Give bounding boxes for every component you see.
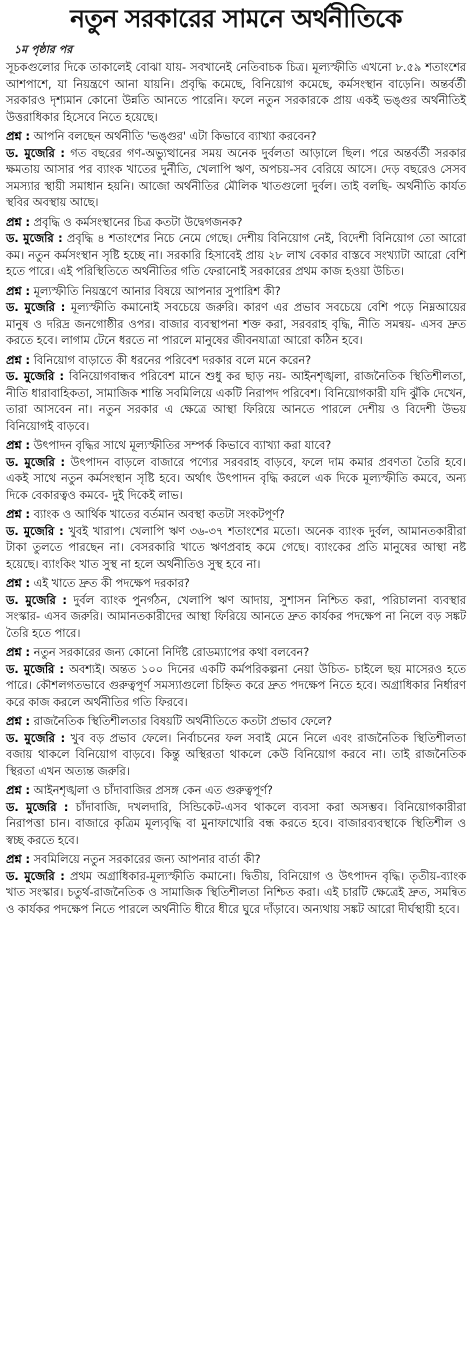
answer-speaker-label: ড. মুজেরি : xyxy=(6,146,65,160)
interview-answer xyxy=(6,800,466,850)
question-text: নতুন সরকারের জন্য কোনো নির্দিষ্ট রোডম্যাপের কথা বলবেন? xyxy=(33,646,310,659)
question-text: মূল্যস্ফীতি নিয়ন্ত্রণে আনার বিষয়ে আপনার সুপারিশ কী? xyxy=(33,284,281,298)
interview-question xyxy=(6,576,466,593)
question-label: প্রশ্ন : xyxy=(6,646,30,659)
answer-text: চাঁদাবাজি, দখলদারি, সিন্ডিকেট-এসব থাকলে ব্যবসা করা অসম্ভব। বিনিয়োগকারীরা নিরাপত্তা চান। বাজারে কৃত্রিম মূল্যবৃদ্ধি বা মুনাফাখোরি বন্ধ করতে হবে। বাজারব্যবস্থাকে স্থিতিশীল ও স্বচ্ছ করতে হবে। xyxy=(6,800,467,847)
interview-question xyxy=(6,783,466,800)
question-label: প্রশ্ন : xyxy=(6,853,30,866)
interview-question xyxy=(6,129,466,146)
answer-speaker-label: ড. মুজেরি : xyxy=(6,662,65,676)
answer-text: বিনিয়োগবান্ধব পরিবেশ মানে শুধু কর ছাড় নয়- আইনশৃঙ্খলা, রাজনৈতিক স্থিতিশীলতা, নীতি ধারাবাহিকতা, সামাজিক শান্তি সবমিলিয়ে একটি নিরাপদ পরিবেশ। বিনিয়োগকারী যদি ঝুঁকি দেখেন, তারা আসবেন না। নতুন সরকার এ ক্ষেত্রে আস্থা ফিরিয়ে আনতে পারলে দেশীয় ও বিদেশী উভয় বিনিয়োগই বাড়বে। xyxy=(6,370,467,433)
answer-text: প্রথম অগ্রাধিকার-মূল্যস্ফীতি কমানো। দ্বিতীয়, বিনিয়োগ ও উৎপাদন বৃদ্ধি। তৃতীয়-ব্যাংক খাত সংস্কার। চতুর্থ-রাজনৈতিক ও সামাজিক স্থিতিশীলতা নিশ্চিত করা। এই চারটি ক্ষেত্রেই দ্রুত, সমন্বিত ও কার্যকর পদক্ষেপ নিতে পারলে অর্থনীতি ধীরে ধীরে ঘুরে দাঁড়াবে। অন্যথায় সঙ্কট আরো দীর্ঘস্থায়ী হবে। xyxy=(6,869,466,916)
question-text: রাজনৈতিক স্থিতিশীলতার বিষয়টি অর্থনীতিতে কতটা প্রভাব ফেলে? xyxy=(33,715,333,728)
answer-speaker-label: ড. মুজেরি : xyxy=(6,524,64,538)
answer-speaker-label: ড. মুজেরি : xyxy=(6,232,63,245)
answer-speaker-label: ড. মুজেরি : xyxy=(6,301,66,314)
answer-text: দুর্বল ব্যাংক পুনর্গঠন, খেলাপি ঋণ আদায়, সুশাসন নিশ্চিত করা, পরিচালনা ব্যবস্থার সংস্কার- এসব জরুরি। আমানতকারীদের আস্থা ফিরিয়ে আনতে দ্রুত কার্যকর পদক্ষেপ না নিলে বড় সঙ্কট তৈরি হতে পারে। xyxy=(6,593,467,640)
answer-text: মূল্যস্ফীতি কমানোই সবচেয়ে জরুরি। কারণ এর প্রভাব সবচেয়ে বেশি পড়ে নিম্নআয়ের মানুষ ও দরিদ্র জনগোষ্ঠীর ওপর। বাজার ব্যবস্থাপনা শক্ত করা, সরবরাহ বৃদ্ধি, নীতি সমন্বয়- এসব দ্রুত করতে হবে। লাগাম টেনে ধরতে না পারলে মানুষের জীবনযাত্রা আরো কঠিন হবে। xyxy=(6,301,466,347)
answer-speaker-label: ড. মুজেরি : xyxy=(6,593,67,607)
question-text: ব্যাংক ও আর্থিক খাতের বর্তমান অবস্থা কতটা সংকটপূর্ণ? xyxy=(33,508,285,521)
question-label: প্রশ্ন : xyxy=(6,784,30,797)
answer-speaker-label: ড. মুজেরি : xyxy=(6,731,66,745)
interview-question xyxy=(6,714,466,731)
interview-question xyxy=(6,438,466,455)
question-label: প্রশ্ন : xyxy=(6,353,30,367)
interview-answer xyxy=(6,369,466,435)
answer-text: খুব বড় প্রভাব ফেলে। নির্বাচনের ফল সবাই মেনে নিলে এবং রাজনৈতিক স্থিতিশীলতা বজায় থাকলে বিনিয়োগ বাড়বে। কিন্তু অস্থিরতা থাকলে কেউ বিনিয়োগ করবে না। তাই রাজনৈতিক স্থিরতা এখন অত্যন্ত জরুরি। xyxy=(6,731,467,778)
answer-speaker-label: ড. মুজেরি : xyxy=(6,869,65,883)
question-label: প্রশ্ন : xyxy=(6,284,30,298)
question-text: বিনিয়োগ বাড়াতে কী ধরনের পরিবেশ দরকার বলে মনে করেন? xyxy=(33,353,312,367)
question-label: প্রশ্ন : xyxy=(6,577,30,590)
question-label: প্রশ্ন : xyxy=(6,439,30,452)
headline: নতুন সরকারের সামনে অর্থনীতিকে xyxy=(70,4,402,33)
answer-text: প্রবৃদ্ধি ৪ শতাংশের নিচে নেমে গেছে। দেশীয় বিনিয়োগ নেই, বিদেশী বিনিয়োগ তো আরো কম। নতুন কর্মসংস্থান সৃষ্টি হচ্ছে না। সরকারি হিসাবেই প্রায় ২৮ লাখ বেকার বাস্তবে সংখ্যাটা আরো বেশি হতে পারে। এই পরিস্থিতিতে অর্থনীতির গতি ফেরানোই সরকারের প্রথম কাজ হওয়া উচিত। xyxy=(6,232,466,278)
question-text: সবমিলিয়ে নতুন সরকারের জন্য আপনার বার্তা কী? xyxy=(33,853,261,866)
answer-text: অবশ্যই। অন্তত ১০০ দিনের একটি কর্মপরিকল্পনা নেয়া উচিত- চাইলে ছয় মাসেরও হতে পারে। কৌশলগতভাবে গুরুত্বপূর্ণ সমস্যাগুলো চিহ্নিত করে দ্রুত পদক্ষেপ নিতে হবে। অগ্রাধিকার নির্ধারণ করে কাজ করলে অর্থনীতির গতি ফিরবে। xyxy=(6,662,466,709)
question-text: আইনশৃঙ্খলা ও চাঁদাবাজির প্রসঙ্গ কেন এত গুরুত্বপূর্ণ? xyxy=(33,784,273,797)
answer-text: গত বছরের গণ-অভ্যুত্থানের সময় অনেক দুর্বলতা আড়ালে ছিল। পরে অন্তর্বর্তী সরকার ক্ষমতায় আসার পর ব্যাংক খাতের দুর্নীতি, খেলাপি ঋণ, অপচয়-সব বেরিয়ে আসে। দেড় বছরেও সেসব সমস্যার স্থায়ী সমাধান হয়নি। আজো অর্থনীতির মৌলিক খাতগুলো দুর্বল। তাই বলছি- অর্থনীতি কার্যত স্থবির অবস্থায় আছে। xyxy=(6,146,466,209)
interview-question xyxy=(6,284,466,301)
interview-answer xyxy=(6,869,466,919)
answer-speaker-label: ড. মুজেরি : xyxy=(6,370,65,383)
intro-paragraph: সূচকগুলোর দিকে তাকালেই বোঝা যায়- সবখানেই নেতিবাচক চিত্র। মূল্যস্ফীতি এখনো ৮.৫৯ শতাংশের আশপাশে, যা নিয়ন্ত্রণে আনা যায়নি। প্রবৃদ্ধি কমেছে, বিনিয়োগ কমেছে, কর্মসংস্থান বাড়েনি। অন্তর্বর্তী সরকারও দৃশ্যমান কোনো উন্নতি আনতে পারেনি। ফলে নতুন সরকারকে প্রায় একই ভঙ্গুর অর্থনীতিই উত্তরাধিকার হিসেবে নিতে হয়েছে। xyxy=(6,61,466,124)
question-text: এই খাতে দ্রুত কী পদক্ষেপ দরকার? xyxy=(33,577,190,590)
interview-question xyxy=(6,852,466,869)
answer-text: উৎপাদন বাড়লে বাজারে পণ্যের সরবরাহ বাড়বে, ফলে দাম কমার প্রবণতা তৈরি হবে। একই সাথে নতুন কর্মসংস্থান সৃষ্টি হবে। অর্থাৎ উৎপাদন বৃদ্ধি করলে এক দিকে মূল্যস্ফীতি কমবে, অন্য দিকে বেকারত্বও কমবে- দুই দিকেই লাভ। xyxy=(6,455,467,502)
interview-answer xyxy=(6,593,466,643)
question-label: প্রশ্ন : xyxy=(6,508,30,521)
continued-from-label: ১ম পৃষ্ঠার পর xyxy=(14,43,73,56)
interview-answer xyxy=(6,300,466,350)
interview-answer xyxy=(6,146,466,212)
answer-text: খুবই খারাপ। খেলাপি ঋণ ৩৬-৩৭ শতাংশের মতো। অনেক ব্যাংক দুর্বল, আমানতকারীরা টাকা তুলতে পারছেন না। বেসরকারি খাতে ঋণপ্রবাহ কমে গেছে। ব্যাংকের প্রতি মানুষের আস্থা নষ্ট হয়েছে। ব্যাংকিং খাত সুস্থ না হলে অর্থনীতিও সুস্থ হবে না। xyxy=(6,524,466,571)
question-label: প্রশ্ন : xyxy=(6,130,30,143)
interview-question xyxy=(6,215,466,232)
answer-speaker-label: ড. মুজেরি : xyxy=(6,800,69,814)
question-text: প্রবৃদ্ধি ও কর্মসংস্থানের চিত্র কতটা উদ্বেগজনক? xyxy=(33,215,243,229)
question-text: উৎপাদন বৃদ্ধির সাথে মূল্যস্ফীতির সম্পর্ক কিভাবে ব্যাখ্যা করা যাবে? xyxy=(33,439,332,452)
question-label: প্রশ্ন : xyxy=(6,715,30,728)
interview-answer xyxy=(6,731,466,781)
answer-speaker-label: ড. মুজেরি : xyxy=(6,455,66,469)
interview-qa-list xyxy=(6,129,466,918)
interview-question xyxy=(6,645,466,662)
interview-answer xyxy=(6,231,466,281)
interview-answer xyxy=(6,662,466,712)
interview-answer xyxy=(6,455,466,505)
interview-question xyxy=(6,507,466,524)
question-text: আপনি বলছেন অর্থনীতি 'ভঙ্গুর' এটা কিভাবে ব্যাখ্যা করবেন? xyxy=(33,130,317,143)
interview-answer xyxy=(6,524,466,574)
question-label: প্রশ্ন : xyxy=(6,215,30,229)
interview-question xyxy=(6,353,466,370)
